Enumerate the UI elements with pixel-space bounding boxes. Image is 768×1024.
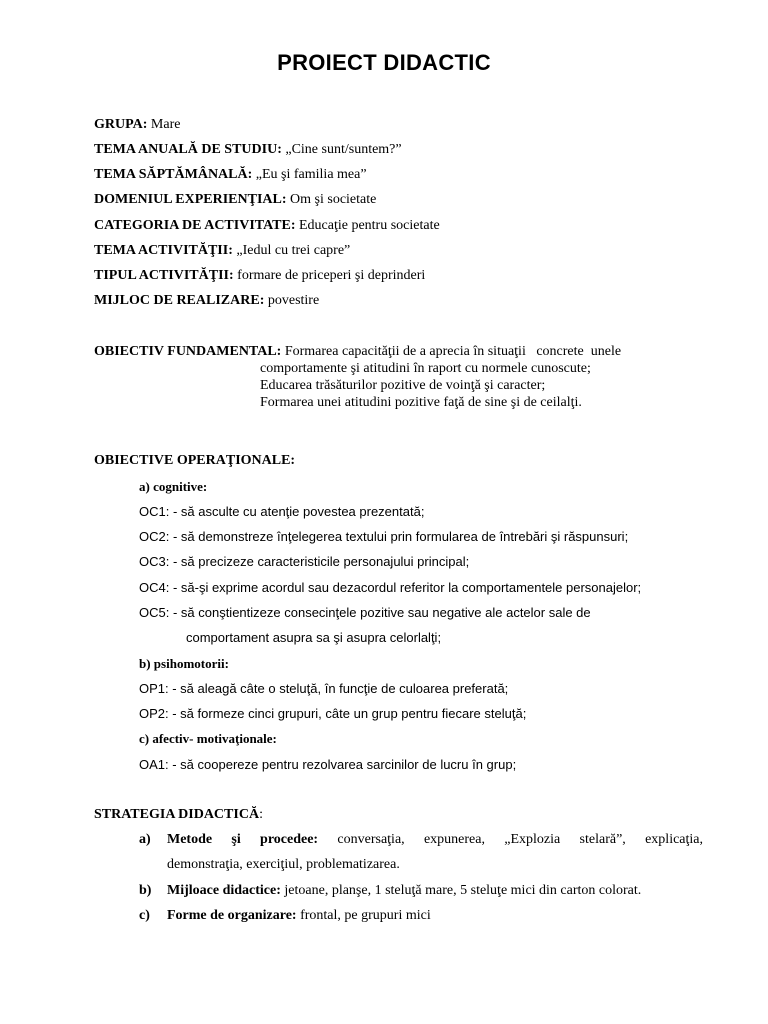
field-label: TEMA SĂPTĂMÂNALĂ: xyxy=(94,167,253,182)
objective-oc1: OC1: - să asculte cu atenţie povestea prezentată; xyxy=(139,504,425,519)
cognitive-heading: a) cognitive: xyxy=(139,479,208,494)
field-label: TEMA ACTIVITĂŢII: xyxy=(94,243,233,258)
objective-op2: OP2: - să formeze cinci grupuri, câte un grup pentru fiecare steluţă; xyxy=(139,706,527,721)
strategy-marker-c: c) xyxy=(139,908,150,923)
field-tema-anuala xyxy=(94,141,402,159)
strategy-item-text: frontal, pe grupuri mici xyxy=(300,908,431,923)
field-label: TIPUL ACTIVITĂŢII: xyxy=(94,268,234,283)
field-label: DOMENIUL EXPERIENŢIAL: xyxy=(94,192,287,207)
field-value: „Eu şi familia mea” xyxy=(255,167,367,182)
fundamental-objective xyxy=(94,343,621,361)
field-value: Mare xyxy=(150,117,181,132)
fundamental-line: comportamente şi atitudini în raport cu normele cunoscute; xyxy=(260,361,591,376)
objective-oc5-continuation: comportament asupra sa şi asupra celorlalţi; xyxy=(186,630,442,645)
field-value: „Iedul cu trei capre” xyxy=(236,243,351,258)
strategy-heading-text: STRATEGIA DIDACTICĂ xyxy=(94,807,260,822)
strategy-item-means xyxy=(167,882,641,900)
objective-oc2: OC2: - să demonstreze înţelegerea textului prin formularea de întrebări şi răspunsuri; xyxy=(139,529,629,544)
objective-oc4: OC4: - să-şi exprime acordul sau dezacordul referitor la comportamentele personajelor; xyxy=(139,580,642,595)
strategy-item-label: Forme de organizare: xyxy=(167,908,297,923)
strategy-item-forms xyxy=(167,907,431,925)
field-tema-activitatii xyxy=(94,242,350,260)
strategy-item-label: Metode şi procedee: xyxy=(167,832,319,847)
fundamental-line: Educarea trăsăturilor pozitive de voinţă şi caracter; xyxy=(260,378,546,393)
objective-op1: OP1: - să aleagă câte o steluţă, în funcţie de culoarea preferată; xyxy=(139,681,509,696)
strategy-heading-colon: : xyxy=(259,807,263,822)
strategy-marker-a: a) xyxy=(139,832,151,847)
field-value: „Cine sunt/suntem?” xyxy=(285,142,402,157)
field-grupa xyxy=(94,116,180,134)
field-mijloc xyxy=(94,292,319,310)
field-categoria xyxy=(94,217,440,235)
field-value: Educaţie pentru societate xyxy=(298,218,440,233)
field-label: CATEGORIA DE ACTIVITATE: xyxy=(94,218,296,233)
field-tema-saptamanala xyxy=(94,166,367,184)
strategy-marker-b: b) xyxy=(139,883,152,898)
strategy-item-continuation: demonstraţia, exerciţiul, problematizarea. xyxy=(167,857,400,872)
objective-oa1: OA1: - să coopereze pentru rezolvarea sarcinilor de lucru în grup; xyxy=(139,757,517,772)
field-value: povestire xyxy=(267,293,320,308)
page-title: PROIECT DIDACTIC xyxy=(277,50,491,75)
field-label: MIJLOC DE REALIZARE: xyxy=(94,293,265,308)
fundamental-line: Formarea unei atitudini pozitive faţă de sine şi de ceilalţi. xyxy=(260,395,582,410)
fundamental-label: OBIECTIV FUNDAMENTAL: xyxy=(94,344,282,359)
psychomotor-heading: b) psihomotorii: xyxy=(139,656,229,671)
strategy-heading xyxy=(94,806,263,824)
field-label: TEMA ANUALĂ DE STUDIU: xyxy=(94,142,282,157)
operational-heading: OBIECTIVE OPERAŢIONALE: xyxy=(94,453,296,468)
fundamental-line: Formarea capacităţii de a aprecia în situaţii concrete unele xyxy=(284,344,622,359)
field-tipul-activitatii xyxy=(94,267,425,285)
affective-heading: c) afectiv- motivaţionale: xyxy=(139,731,277,746)
strategy-item-label: Mijloace didactice: xyxy=(167,883,281,898)
strategy-item-methods xyxy=(167,831,703,849)
objective-oc3: OC3: - să precizeze caracteristicile personajului principal; xyxy=(139,554,470,569)
objective-oc5: OC5: - să conştientizeze consecinţele pozitive sau negative ale actelor sale de xyxy=(139,605,591,620)
field-domeniul xyxy=(94,191,376,209)
field-value: formare de priceperi şi deprinderi xyxy=(237,268,426,283)
strategy-item-text: jetoane, planşe, 1 steluţă mare, 5 steluţe mici din carton colorat. xyxy=(284,883,642,898)
field-label: GRUPA: xyxy=(94,117,148,132)
field-value: Om şi societate xyxy=(290,192,377,207)
strategy-item-text: conversaţia, expunerea, „Explozia stelară”, explicaţia, xyxy=(337,832,704,847)
